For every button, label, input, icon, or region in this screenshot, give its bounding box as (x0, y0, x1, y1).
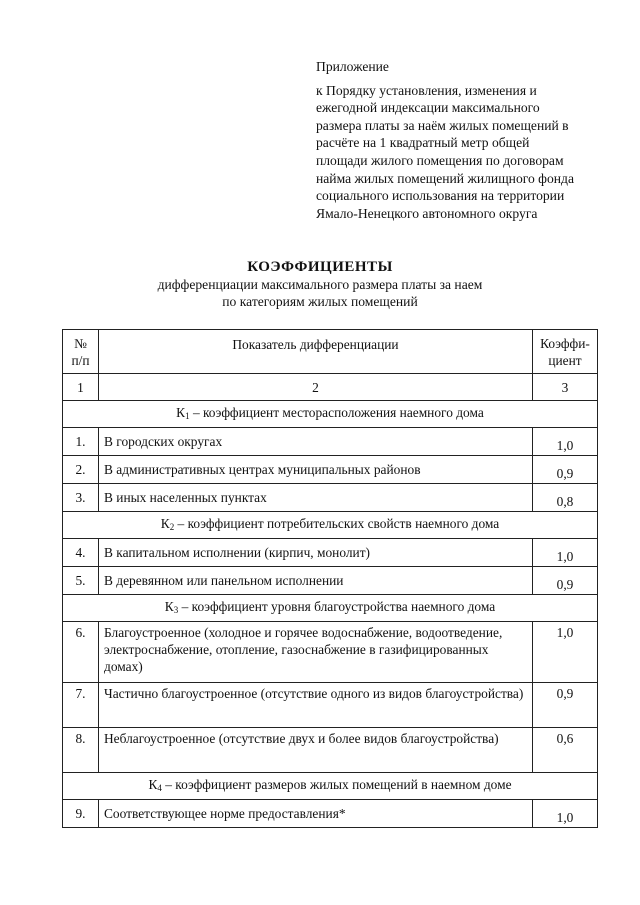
table-row (63, 683, 598, 728)
table-row (63, 728, 598, 773)
column-number-cell: 1 (63, 374, 99, 401)
appendix-line: Ямало-Ненецкого автономного округа (316, 205, 538, 221)
section-text: – коэффициент размеров жилых помещений в наемном доме (161, 776, 512, 792)
row-number: 5. (63, 567, 99, 595)
column-number-cell: 2 (99, 374, 533, 401)
section-k-index: 4 (157, 782, 162, 793)
row-indicator: В деревянном или панельном исполнении (99, 567, 533, 595)
row-indicator: В капитальном исполнении (кирпич, монолит) (99, 539, 533, 567)
appendix-line: найма жилых помещений жилищного фонда (316, 170, 575, 186)
table-row (63, 428, 598, 456)
document-subtitle-line: по категориям жилых помещений (222, 294, 418, 309)
table-row (63, 800, 598, 828)
section-row (63, 401, 598, 428)
column-number-cell: 3 (533, 374, 598, 401)
row-number: 8. (63, 728, 99, 773)
header-coefficient-cell (533, 330, 598, 374)
row-coefficient: 1,0 (533, 800, 598, 828)
row-indicator: Благоустроенное (холодное и горячее водоснабжение, водоотведение, электроснабжение, отопление, газоснабжение в газифицированных домах) (99, 622, 533, 683)
header-number-cell (63, 330, 99, 374)
section-k-letter: К (148, 776, 158, 792)
row-coefficient: 0,6 (533, 728, 598, 773)
row-coefficient: 0,9 (533, 456, 598, 484)
table-row (63, 567, 598, 595)
section-text: – коэффициент уровня благоустройства наемного дома (178, 598, 496, 614)
header-coefficient-label: циент (548, 352, 582, 368)
document-heading (0, 258, 640, 310)
section-row (63, 512, 598, 539)
header-number-label: п/п (71, 352, 90, 368)
section-row (63, 773, 598, 800)
table-header-row (63, 330, 598, 374)
row-number: 4. (63, 539, 99, 567)
row-indicator: Частично благоустроенное (отсутствие одного из видов благоустройства) (99, 683, 533, 728)
document-subtitle-line: дифференциации максимального размера платы за наем (157, 277, 483, 292)
row-coefficient: 1,0 (533, 539, 598, 567)
section-cell (63, 773, 598, 800)
row-indicator: В административных центрах муниципальных районов (99, 456, 533, 484)
section-k-index: 3 (173, 604, 179, 615)
appendix-line: к Порядку установления, изменения и (316, 82, 537, 98)
section-k-index: 1 (185, 410, 190, 421)
section-k-letter: К (164, 598, 174, 614)
header-indicator-cell: Показатель дифференциации (99, 330, 533, 374)
row-number: 1. (63, 428, 99, 456)
row-number: 2. (63, 456, 99, 484)
section-row (63, 595, 598, 622)
row-indicator: В городских округах (99, 428, 533, 456)
section-k-letter: К (176, 404, 186, 420)
appendix-line: социального использования на территории (316, 188, 565, 204)
appendix-line: ежегодной индексации максимального (316, 100, 540, 116)
row-indicator: В иных населенных пунктах (99, 484, 533, 512)
section-text: – коэффициент месторасположения наемного дома (189, 404, 484, 420)
row-number: 9. (63, 800, 99, 828)
header-number-label: № (74, 335, 87, 351)
row-indicator: Соответствующее норме предоставления* (99, 800, 533, 828)
section-cell (63, 595, 598, 622)
section-k-letter: К (160, 515, 170, 531)
row-coefficient: 1,0 (533, 622, 598, 683)
header-coefficient-label: Коэффи- (540, 335, 590, 351)
row-coefficient: 0,8 (533, 484, 598, 512)
row-indicator: Неблагоустроенное (отсутствие двух и более видов благоустройства) (99, 728, 533, 773)
appendix-line: площади жилого помещения по договорам (316, 152, 564, 168)
row-number: 3. (63, 484, 99, 512)
section-cell (63, 401, 598, 428)
appendix-title: Приложение (316, 59, 389, 74)
row-number: 7. (63, 683, 99, 728)
table-row (63, 456, 598, 484)
table-row (63, 622, 598, 683)
document-title: КОЭФФИЦИЕНТЫ (247, 259, 393, 275)
table-row (63, 484, 598, 512)
appendix-line: размера платы за наём жилых помещений в (316, 117, 569, 133)
row-number: 6. (63, 622, 99, 683)
coefficients-table (62, 329, 598, 828)
column-number-row (63, 374, 598, 401)
row-coefficient: 0,9 (533, 683, 598, 728)
section-k-index: 2 (169, 521, 175, 532)
appendix-line: расчёте на 1 квадратный метр общей (316, 135, 530, 151)
table-row (63, 539, 598, 567)
row-coefficient: 0,9 (533, 567, 598, 595)
row-coefficient: 1,0 (533, 428, 598, 456)
section-cell (63, 512, 598, 539)
section-text: – коэффициент потребительских свойств наемного дома (174, 515, 500, 531)
appendix-block (316, 58, 616, 222)
